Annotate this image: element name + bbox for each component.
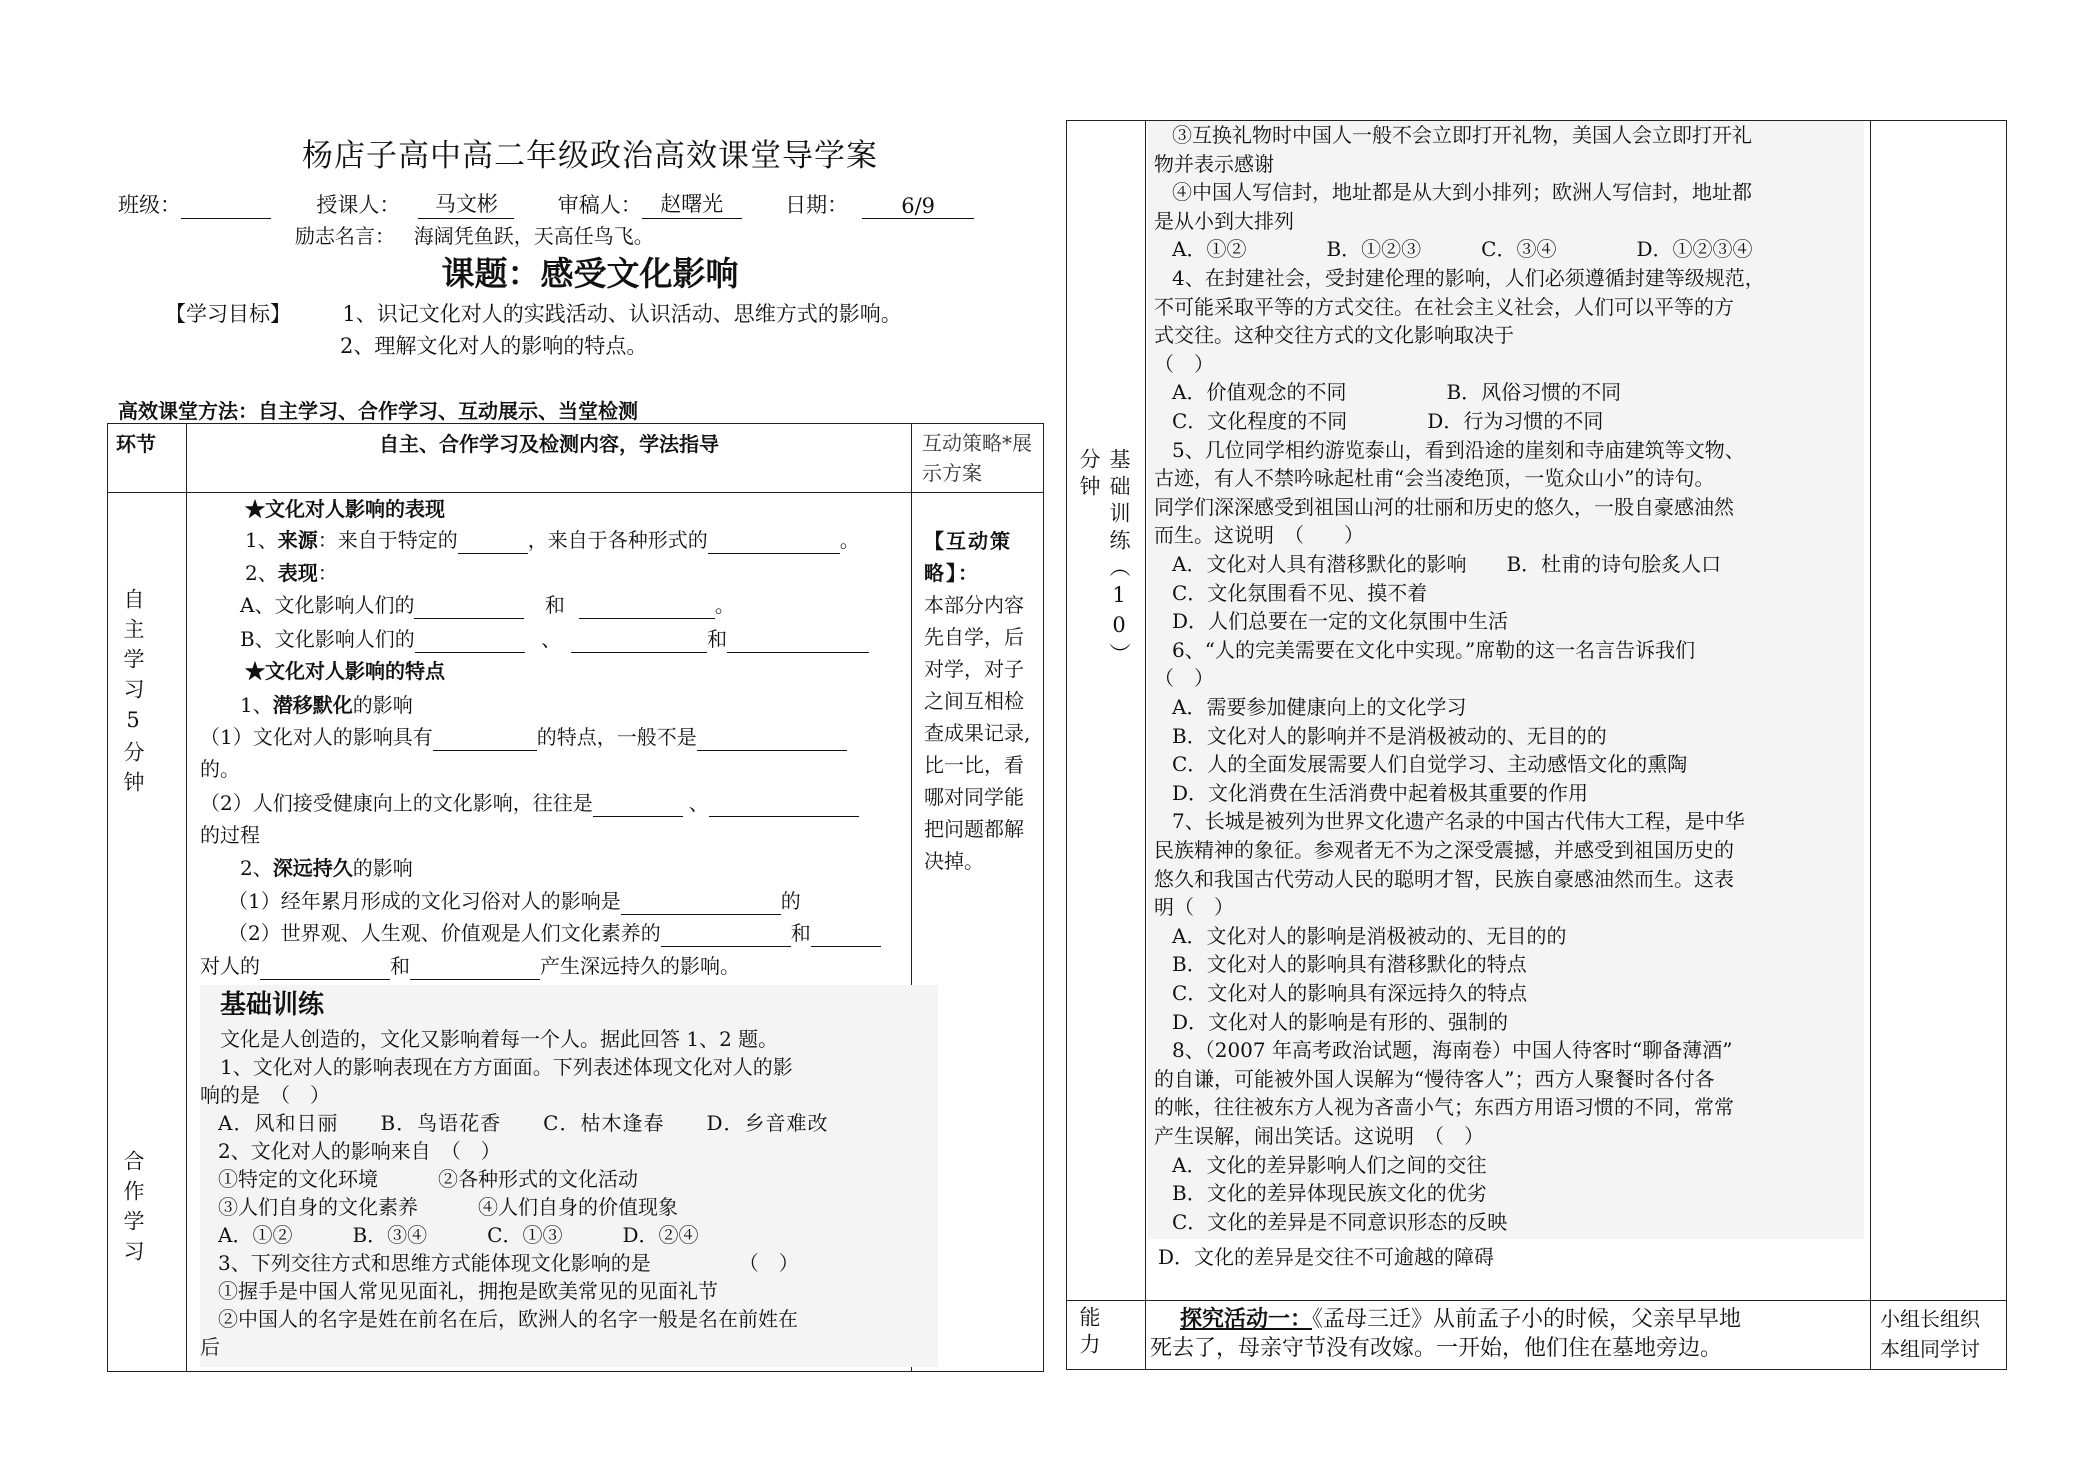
question-1: 1、文化对人的影响表现在方方面面。下列表述体现文化对人的影 [220,1055,793,1079]
right-question-line: C．文化对人的影响具有深远持久的特点 [1172,981,1528,1005]
char-1-line: 1、潜移默化的影响 [240,693,413,717]
strategy-line: 对学，对子 [924,657,1024,681]
col-header-content: 自主、合作学习及检测内容，学法指导 [187,424,912,493]
stage-ability: 能力 [1077,1306,1101,1360]
right-question-line: A．价值观念的不同 B．风俗习惯的不同 [1172,380,1622,405]
blank[interactable] [661,924,791,947]
right-question-line: 明（ ） [1154,895,1234,920]
question-3-option-1: ①握手是中国人常见见面礼，拥抱是欧美常见的见面礼节 [218,1279,718,1303]
blank[interactable] [709,794,859,817]
source-line: 1、来源：来自于特定的 ，来自于各种形式的 。 [245,528,860,552]
reviewer-field: 赵曙光 [642,188,742,219]
strategy-column [1871,121,2007,1301]
right-question-line: C．文化的差异是不同意识形态的反映 [1172,1209,1508,1234]
char-1-1-cont: 的。 [200,757,240,781]
right-question-line: ③互换礼物时中国人一般不会立即打开礼物，美国人会立即打开礼 [1172,123,1752,147]
char-2-1-line: （1）经年累月形成的文化习俗对人的影响是 的 [228,889,801,913]
date-label: 日期： [785,193,849,217]
right-question-line: 8、（2007 年高考政治试题，海南卷）中国人待客时“聊备薄酒” [1172,1038,1733,1063]
question-2-options: A．①② B．③④ C．①③ D．②④ [218,1223,699,1247]
goal-1-text: 1、识记文化对人的实践活动、认识活动、思维方式的影响。 [342,302,902,326]
right-question-line: ④中国人写信封，地址都是从大到小排列；欧洲人写信封，地址都 [1172,180,1752,205]
right-question-line: D．文化消费在生活消费中起着极其重要的作用 [1172,780,1589,805]
performance-b-line: B、文化影响人们的 、 和 [240,626,869,653]
strategy-line: 哪对同学能 [924,785,1024,809]
right-question-line: 5、几位同学相约游览泰山，看到沿途的崖刻和寺庙建筑等文物、 [1172,437,1745,462]
right-question-line: C．人的全面发展需要人们自觉学习、主动感悟文化的熏陶 [1172,752,1688,777]
learning-goal-1 [165,298,902,328]
question-3-option-2-cont: 后 [200,1335,220,1359]
motto-text: 海阔凭鱼跃，天高任鸟飞。 [413,224,654,248]
class-field [181,194,271,219]
blank[interactable] [260,957,390,980]
right-question-line: 4、在封建社会，受封建伦理的影响，人们必须遵循封建等级规范， [1172,266,1765,290]
motto-label: 励志名言： [295,224,395,248]
goals-label: 【学习目标】 [165,302,291,326]
basic-training-title: 基础训练 [220,990,325,1020]
blank[interactable] [458,531,528,554]
right-question-line: 民族精神的象征。参观者无不为之深受震撼，并感受到祖国历史的 [1154,838,1734,862]
char-1-1-line: （1）文化对人的影响具有 的特点，一般不是 [200,724,847,751]
lesson-topic: 课题：感受文化影响 [441,254,739,293]
group-instruction-2: 本组同学讨 [1880,1337,1980,1361]
question-3: 3、下列交往方式和思维方式能体现文化影响的是 （ ） [218,1251,799,1275]
strategy-box [924,525,1040,877]
teacher-field: 马文彬 [418,188,514,219]
learning-goal-2: 2、理解文化对人的影响的特点。 [340,334,648,358]
question-intro: 文化是人创造的，文化又影响着每一个人。据此回答 1、2 题。 [220,1027,779,1051]
strategy-line: 本部分内容 [924,593,1024,617]
class-label: 班级： [118,193,181,217]
strategy-title: 【互动策略】： [924,529,1012,585]
strategy-line: 决掉。 [924,849,984,873]
col-header-stage: 环节 [108,424,187,493]
performance-line: 2、表现： [245,561,338,585]
explore-line-1: 探究活动一：《孟母三迁》从前孟子小的时候，父亲早早地 [1180,1306,1742,1332]
section-heading-2: ★文化对人影响的特点 [245,659,445,683]
right-question-line: 物并表示感谢 [1154,151,1274,176]
question-1-options: A．风和日丽 B．鸟语花香 C．枯木逢春 D．乡音难改 [218,1111,829,1135]
strategy-line: 先自学，后 [924,625,1024,649]
reviewer-label: 审稿人： [557,193,642,217]
stage-column [1067,121,1146,1301]
right-question-line: 产生误解，闹出笑话。这说明 （ ） [1154,1124,1484,1148]
explore-activity-title: 探究活动一： [1180,1306,1313,1332]
right-question-line: 6、“人的完美需要在文化中实现。”席勒的这一名言告诉我们 [1172,637,1696,662]
right-question-line: D．文化对人的影响是有形的、强制的 [1172,1009,1509,1034]
question-2: 2、文化对人的影响来自 （ ） [218,1139,501,1163]
right-question-line: A．文化对人具有潜移默化的影响 B．杜甫的诗句脍炙人口 [1172,552,1722,576]
date-field: 6/9 [862,194,974,219]
stage-cooperative: 合作学习 [121,1150,145,1270]
right-question-line: B．文化的差异体现民族文化的优劣 [1172,1181,1487,1206]
right-question-line: 悠久和我国古代劳动人民的聪明才智，民族自豪感油然而生。这表 [1154,866,1734,891]
blank[interactable] [621,892,781,915]
right-question-line: （ ） [1154,666,1214,691]
right-question-line: 不可能采取平等的方式交往。在社会主义社会，人们可以平等的方 [1154,294,1734,319]
right-question-line: 同学们深深感受到祖国山河的壮丽和历史的悠久，一股自豪感油然 [1154,494,1734,519]
right-question-line: D．人们总要在一定的文化氛围中生活 [1172,609,1509,634]
blank[interactable] [410,957,540,980]
question-2-option-row-1: ①特定的文化环境 ②各种形式的文化活动 [218,1167,638,1191]
group-instruction-1: 小组长组织 [1880,1307,1980,1331]
blank[interactable] [415,630,525,653]
blank[interactable] [414,596,524,619]
right-question-line: 而生。这说明 （ ） [1154,523,1364,548]
char-2-2-line: （2）世界观、人生观、价值观是人们文化素养的 和 [228,920,881,947]
blank[interactable] [727,630,869,653]
right-question-line: 的帐，往往被东方人视为吝啬小气；东西方用语习惯的不同，常常 [1154,1095,1734,1120]
right-question-line: A．文化的差异影响人们之间的交往 [1172,1152,1487,1177]
question-3-option-2: ②中国人的名字是姓在前名在后，欧洲人的名字一般是名在前姓在 [218,1307,798,1331]
question-2-option-row-2: ③人们自身的文化素养 ④人们自身的价值现象 [218,1195,678,1219]
strategy-line: 之间互相检 [924,689,1024,713]
right-question-line: 的自谦，可能被外国人误解为“慢待客人”；西方人聚餐时各付各 [1154,1066,1715,1091]
right-question-line: 古迹，有人不禁吟咏起杜甫“会当凌绝顶，一览众山小”的诗句。 [1154,466,1715,491]
blank[interactable] [811,924,881,947]
teacher-label: 授课人： [316,193,401,217]
question-8-option-d: D．文化的差异是交往不可逾越的障碍 [1158,1245,1495,1269]
blank[interactable] [697,728,847,751]
right-question-line: 7、长城是被列为世界文化遗产名录的中国古代伟大工程，是中华 [1172,809,1745,834]
info-row [118,188,1038,219]
blank[interactable] [708,531,840,554]
motto [295,220,654,249]
blank[interactable] [593,794,683,817]
char-2-3-line: 对人的 和 产生深远持久的影响。 [200,954,740,978]
right-question-line: （ ） [1154,351,1214,376]
blank[interactable] [579,596,715,619]
char-2-line: 2、深远持久的影响 [240,856,413,880]
char-1-2-line: （2）人们接受健康向上的文化影响，往往是 、 [200,790,859,817]
right-question-line: C．文化程度的不同 D．行为习惯的不同 [1172,409,1604,433]
section-heading-1: ★文化对人影响的表现 [245,497,445,521]
blank[interactable] [433,728,537,751]
right-question-line: B．文化对人的影响具有潜移默化的特点 [1172,952,1527,977]
strategy-line: 查成果记录, [924,721,1031,745]
stage-basic-training: 基础训练（10）分钟 [1077,448,1131,670]
explore-line-2: 死去了，母亲守节没有改嫁。一开始，他们住在墓地旁边。 [1150,1336,1723,1361]
right-question-line: C．文化氛围看不见、摸不着 [1172,580,1428,605]
right-question-line: A．①② B．①②③ C．③④ D．①②③④ [1172,237,1753,262]
performance-a-line: A、文化影响人们的 和 。 [240,593,735,617]
right-question-line: A．需要参加健康向上的文化学习 [1172,695,1467,719]
col-header-strategy: 互动策略*展示方案 [912,424,1044,493]
question-1-cont: 响的是 （ ） [200,1083,330,1107]
right-question-line: B．文化对人的影响并不是消极被动的、无目的的 [1172,723,1607,748]
stage-self-study: 自主学习5分钟 [121,588,145,801]
class-method: 高效课堂方法：自主学习、合作学习、互动展示、当堂检测 [118,399,638,423]
page-title: 杨店子高中高二年级政治高效课堂导学案 [302,138,878,174]
char-1-2-cont: 的过程 [200,823,260,847]
right-question-line: 式交往。这种交往方式的文化影响取决于 [1154,323,1514,348]
strategy-line: 把问题都解 [924,817,1024,841]
right-question-line: 是从小到大排列 [1154,208,1294,233]
right-question-line: A．文化对人的影响是消极被动的、无目的的 [1172,923,1567,948]
blank[interactable] [571,630,707,653]
strategy-line: 比一比，看 [924,753,1024,777]
